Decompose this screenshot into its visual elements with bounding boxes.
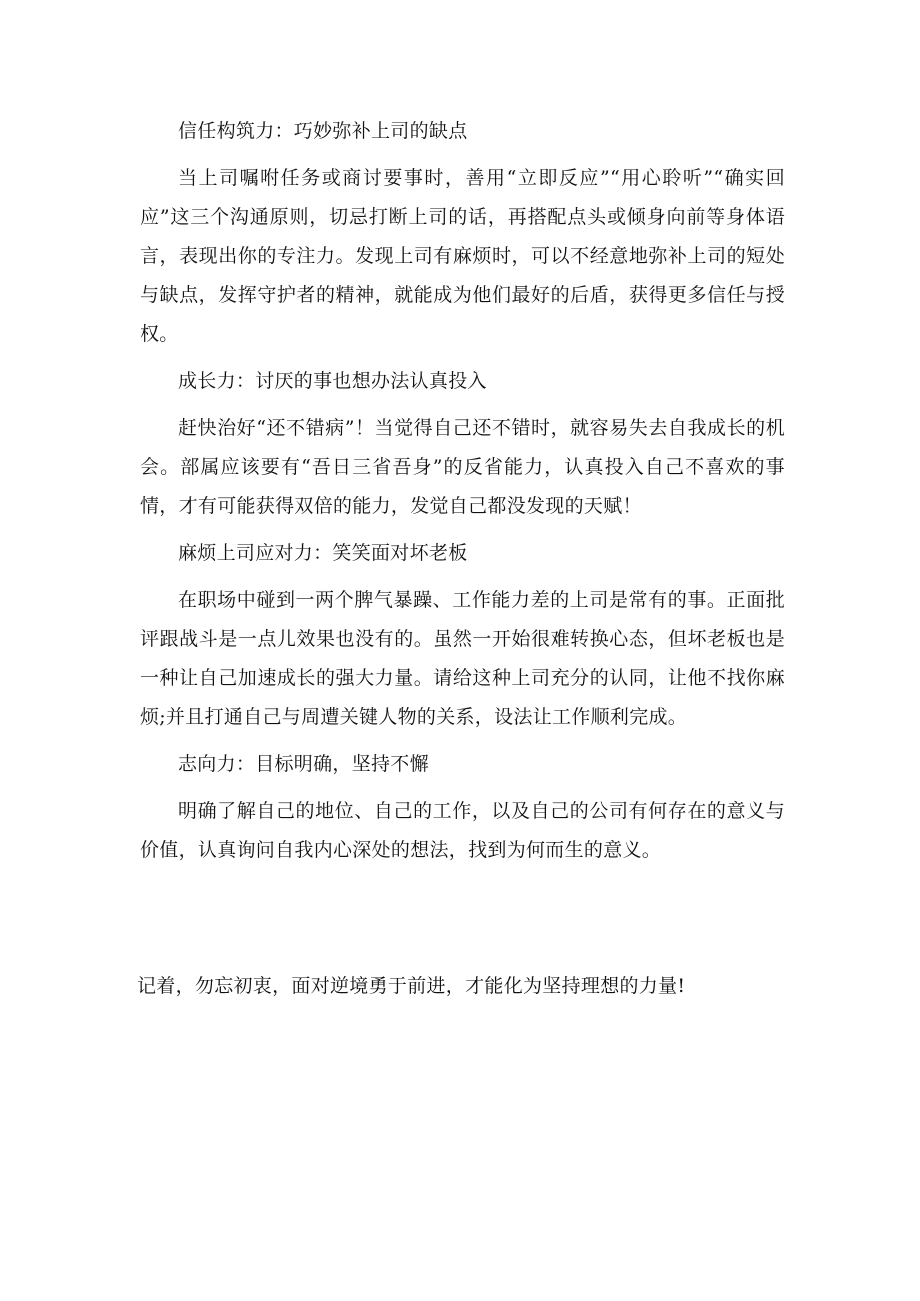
section-body-growth: 赶快治好“还不错病”！当觉得自己还不错时，就容易失去自我成长的机会。部属应该要有“吾日三省吾身”的反省能力，认真投入自己不喜欢的事情，才有可能获得双倍的能力，发觉自己都没发现的天赋！ xyxy=(140,417,785,517)
section-body-difficult-boss: 在职场中碰到一两个脾气暴躁、工作能力差的上司是常有的事。正面批评跟战斗是一点儿效果也没有的。虽然一开始很难转换心态，但坏老板也是一种让自己加速成长的强大力量。请给这种上司充分的认同，让他不找你麻烦;并且打通自己与周遭关键人物的关系，设法让工作顺利完成。 xyxy=(140,589,785,728)
section-heading-difficult-boss: 麻烦上司应对力：笑笑面对坏老板 xyxy=(178,542,468,564)
section-body-ambition: 明确了解自己的地位、自己的工作，以及自己的公司有何存在的意义与价值，认真询问自我内心深处的想法，找到为何而生的意义。 xyxy=(140,800,785,861)
section-heading-trust: 信任构筑力：巧妙弥补上司的缺点 xyxy=(178,120,468,142)
section-heading-growth: 成长力：讨厌的事也想办法认真投入 xyxy=(178,370,487,392)
document-body xyxy=(140,112,785,870)
closing-line: 记着，勿忘初衷，面对逆境勇于前进，才能化为坚持理想的力量! xyxy=(137,975,686,997)
closing-wrapper xyxy=(137,970,797,1002)
section-heading-ambition: 志向力：目标明确，坚持不懈 xyxy=(178,753,429,775)
section-body-trust: 当上司嘱咐任务或商讨要事时，善用“立即反应”“用心聆听”“确实回应”这三个沟通原则，切忌打断上司的话，再搭配点头或倾身向前等身体语言，表现出你的专注力。发现上司有麻烦时，可以不经意地弥补上司的短处与缺点，发挥守护者的精神，就能成为他们最好的后盾，获得更多信任与授权。 xyxy=(140,167,785,345)
